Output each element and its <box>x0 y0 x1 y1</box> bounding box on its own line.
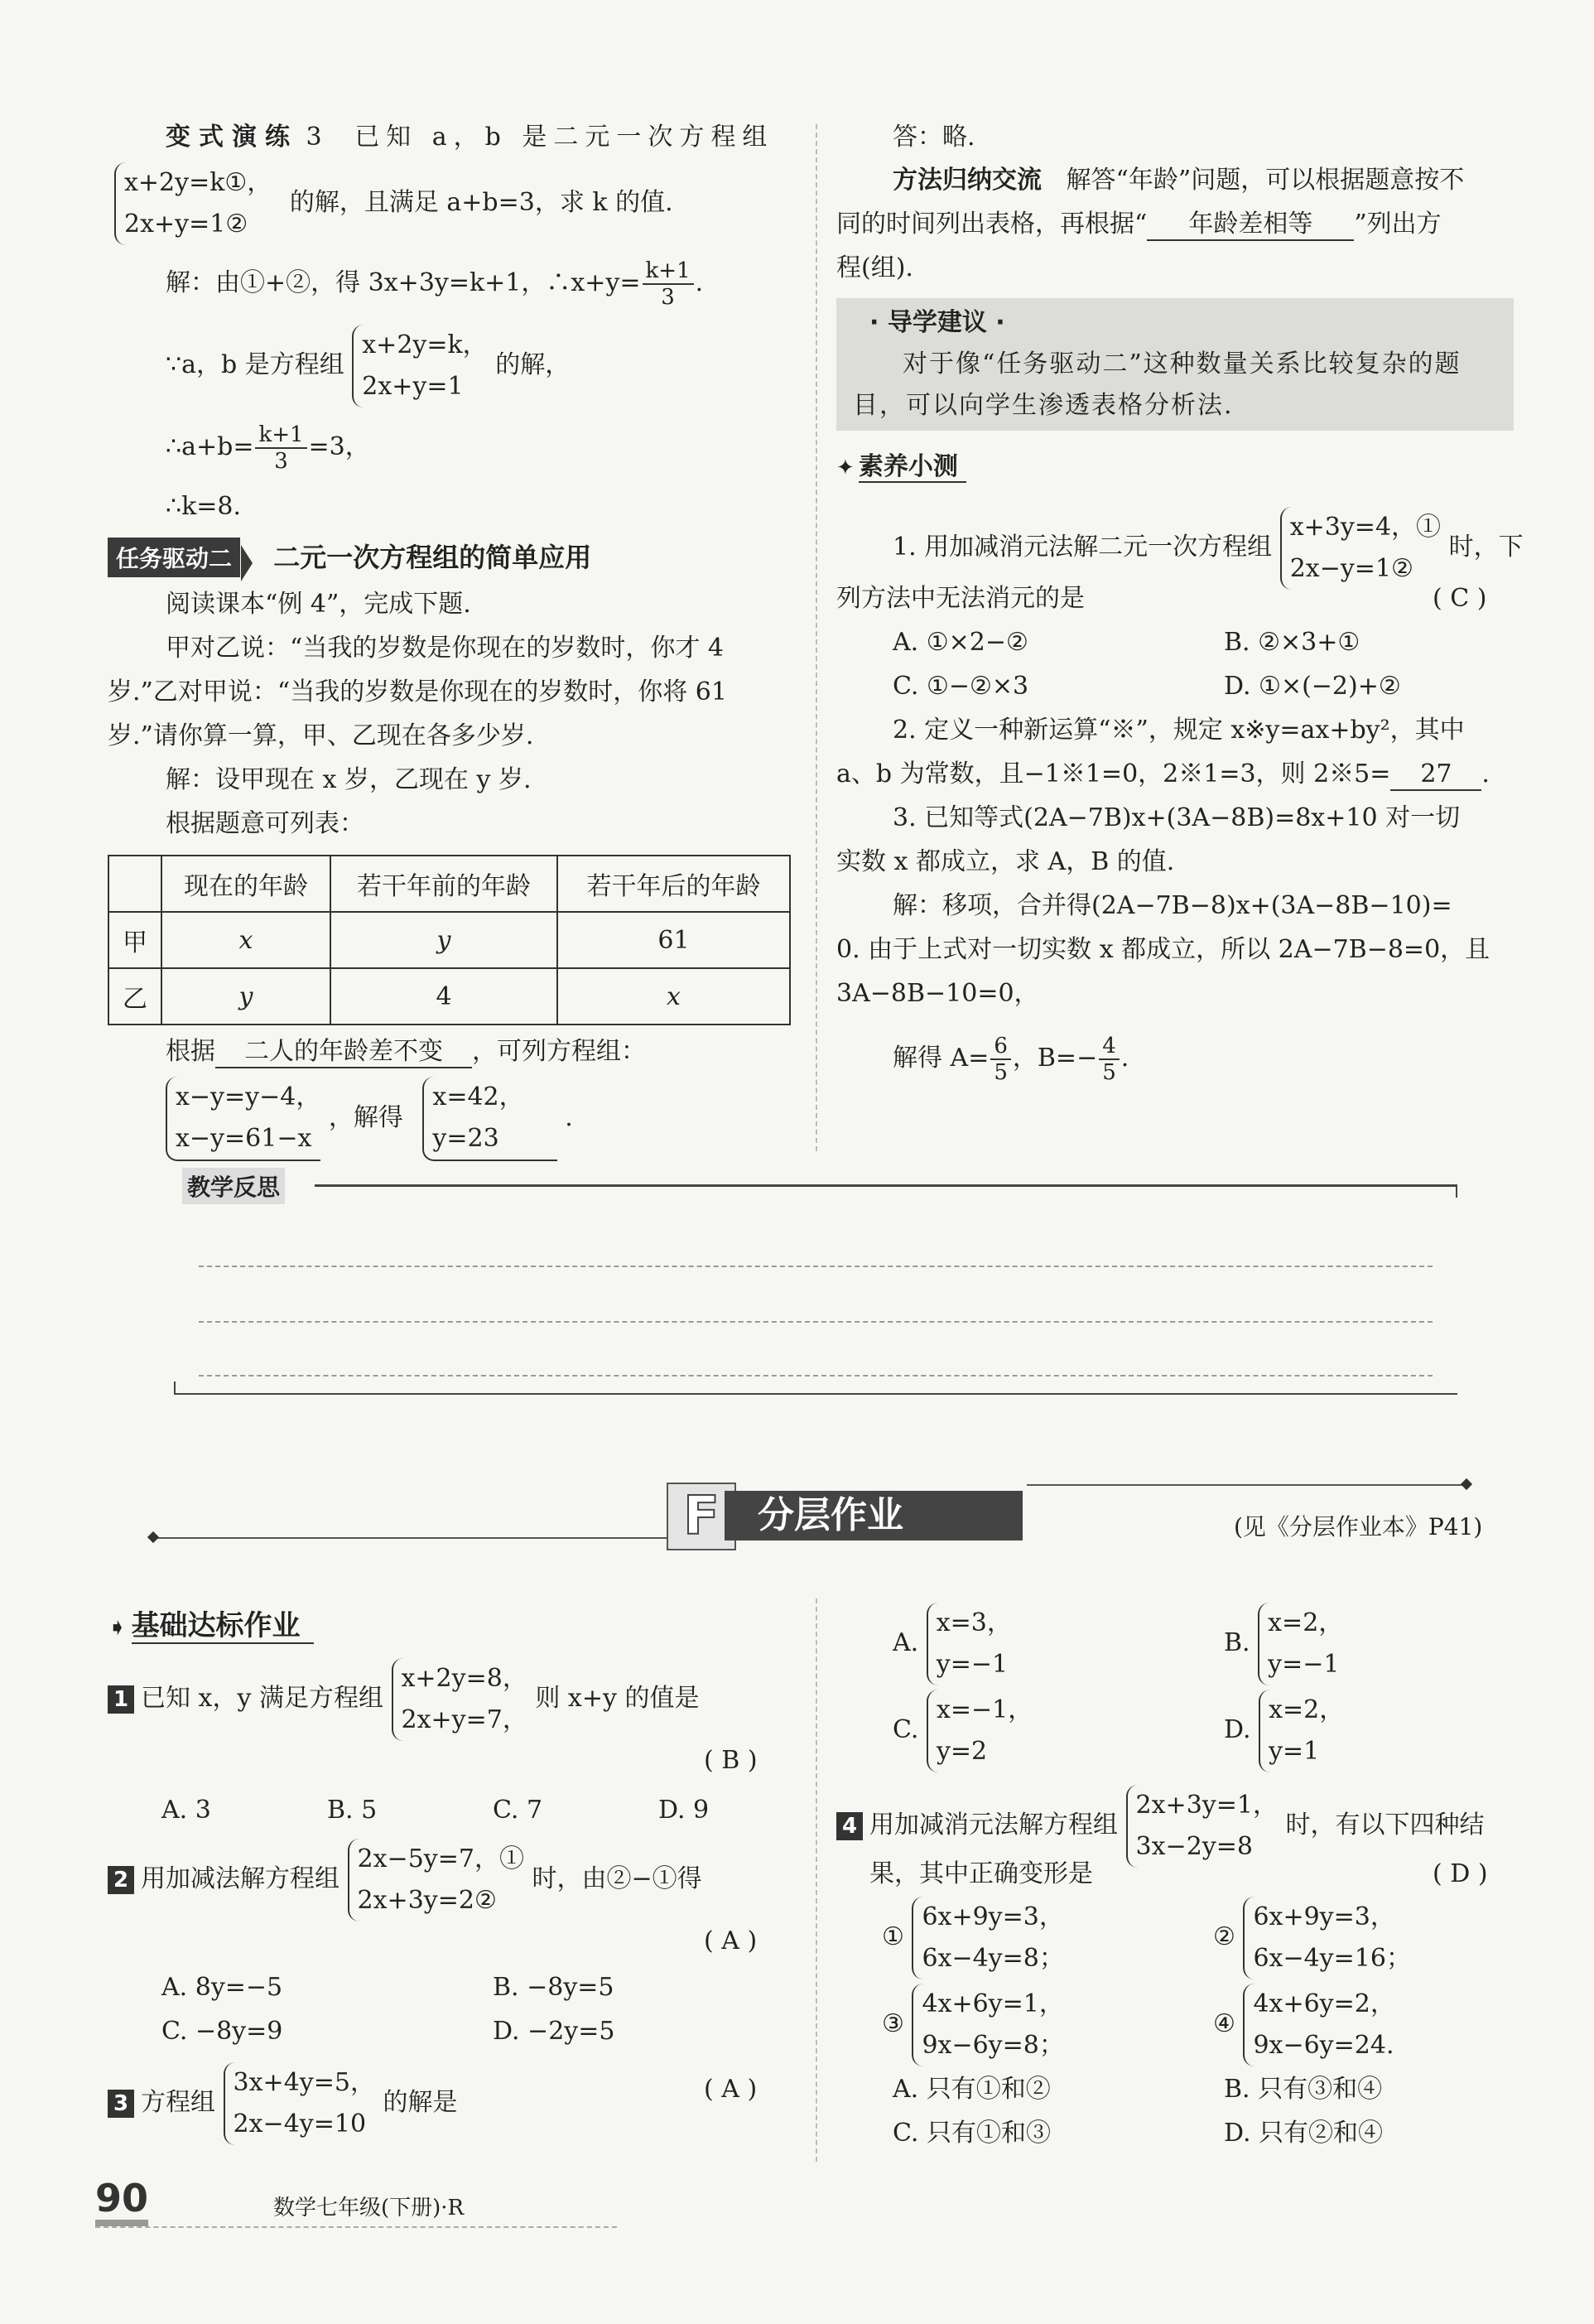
rq2-line1: 2. 定义一种新运算“※”，规定 x※y=ax+by²，其中 <box>893 716 1465 745</box>
table-cell: y <box>161 968 330 1025</box>
bq3-text: 方程组 <box>141 2088 215 2117</box>
answer-blank: 年龄差相等 <box>1147 210 1354 241</box>
bq3-eq2: 2x−4y=10 <box>233 2109 367 2138</box>
reflect-section <box>174 1168 1457 1408</box>
rq1-line2: 列方法中无法消元的是 <box>836 584 1085 613</box>
opt-label: B. <box>1224 1628 1250 1657</box>
bq2-eq2: 2x+3y=2② <box>357 1886 497 1915</box>
layer-dot-left <box>147 1531 159 1543</box>
bq1-opt-b: B. 5 <box>327 1796 378 1825</box>
item-eq1: 6x+9y=3， <box>1253 1902 1395 1931</box>
method-line2 <box>836 210 1442 241</box>
bq1-text: 已知 x，y 满足方程组 <box>141 1684 383 1713</box>
task2-systems <box>166 1077 573 1161</box>
bq4-item-2 <box>1213 1897 1411 1979</box>
bq3-opt-b <box>1224 1603 1343 1685</box>
equation-system-item <box>1243 1897 1411 1979</box>
task2-p2: 甲对乙说：“当我的岁数是你现在的岁数时，你才 4 <box>166 634 724 663</box>
table-row <box>108 968 790 1025</box>
bq4-answer: ( D ) <box>1433 1859 1488 1888</box>
table-cell: x <box>161 912 330 968</box>
bq2-text: 用加减法解方程组 <box>141 1864 340 1893</box>
suyang-header <box>836 446 966 482</box>
reflect-top-line <box>315 1184 1457 1187</box>
answer-omitted: 答：略. <box>893 123 975 152</box>
opt-label: D. <box>1224 1715 1251 1744</box>
bq4-item-3 <box>882 1984 1064 2066</box>
opt-eq1: x=−1， <box>936 1695 1033 1724</box>
equation-system-3 <box>166 1077 320 1161</box>
bianshi-text: 已知 a，b 是二元一次方程组 <box>354 123 774 152</box>
sys1-eq2: 2x+y=1② <box>124 210 248 239</box>
rq1-eq1: x+3y=4，① <box>1289 513 1442 542</box>
task2-p6: 根据题意可列表： <box>166 809 364 838</box>
task2-arrow-icon <box>241 545 253 581</box>
fraction <box>990 1034 1011 1085</box>
task2-p7 <box>166 1037 646 1068</box>
opt-label: C. <box>893 1715 919 1744</box>
fraction <box>255 422 306 474</box>
layer-line-left <box>153 1537 675 1539</box>
opt-eq1: x=3， <box>936 1608 1012 1637</box>
reflect-line <box>199 1375 1433 1377</box>
sol2-end: 的解， <box>495 350 571 379</box>
bq2-eq1: 2x−5y=7，① <box>357 1844 524 1873</box>
opt-eq2: y=−1 <box>1268 1650 1340 1679</box>
task2-label: 任务驱动二 <box>108 538 240 577</box>
table-cell: y <box>330 912 557 968</box>
opt-label: A. <box>893 1628 919 1657</box>
sys2-eq1: x+2y=k， <box>362 330 488 359</box>
sys1-eq1: x+2y=k①， <box>124 168 272 197</box>
layer-title: 分层作业 <box>758 1494 903 1536</box>
bq4 <box>836 1785 1485 1868</box>
equation-system-opt <box>1259 1690 1344 1772</box>
item-eq2: 9x−6y=24. <box>1253 2031 1394 2060</box>
bq1 <box>108 1658 699 1741</box>
table-cell: 61 <box>557 912 790 968</box>
bq4-text-b: 时，有以下四种结 <box>1285 1811 1485 1839</box>
rq3-sol3: 3A−8B−10=0， <box>836 979 1039 1008</box>
frac-den: 5 <box>994 1060 1008 1085</box>
sol1-text: 解：由①+②，得 3x+3y=k+1，∴x+y= <box>166 268 641 297</box>
guide-title: · 导学建议 · <box>869 308 1005 337</box>
frac-num: k+1 <box>643 258 694 285</box>
table-header-cell: 现在的年龄 <box>161 856 330 912</box>
question-number-badge: 1 <box>108 1685 134 1714</box>
sol1-end: . <box>695 268 704 297</box>
rq1-opt-a: A. ①×2−② <box>893 628 1028 657</box>
frac-num: 4 <box>1099 1034 1120 1060</box>
rq3-sol2: 0. 由于上式对一切实数 x 都成立，所以 2A−7B−8=0，且 <box>836 935 1490 964</box>
guide-text2: 目，可以向学生渗透表格分析法. <box>853 391 1234 420</box>
sol2-text: ∵a，b 是方程组 <box>166 350 344 379</box>
bq4-opt-a: A. 只有①和② <box>893 2075 1051 2104</box>
reflect-line <box>199 1266 1433 1267</box>
sys4-eq2: y=23 <box>432 1124 499 1153</box>
layer-line-right <box>1027 1484 1466 1486</box>
frac-num: 6 <box>990 1034 1011 1060</box>
guide-text1: 对于像“任务驱动二”这种数量关系比较复杂的题 <box>903 350 1462 378</box>
rq1-line1 <box>893 507 1524 590</box>
answer-blank: 27 <box>1390 759 1481 791</box>
equation-system-item <box>912 1897 1063 1979</box>
frac-den: 3 <box>661 285 675 310</box>
rq3-sol1: 解：移项，合并得(2A−7B−8)x+(3A−8B−10)= <box>893 891 1452 920</box>
rq1-text-b: 时，下 <box>1448 533 1524 562</box>
opt-eq1: x=2， <box>1269 1695 1345 1724</box>
rq1-opt-d: D. ①×(−2)+② <box>1224 672 1401 701</box>
footer-line <box>95 2226 617 2228</box>
equation-system-item <box>1243 1984 1394 2066</box>
item-label: ① <box>882 1922 904 1951</box>
bq3 <box>108 2062 458 2145</box>
arrow-icon: ➧ <box>108 1613 128 1641</box>
question-number-badge: 3 <box>108 2090 134 2118</box>
footer-book: 数学七年级(下册)·R <box>273 2196 465 2220</box>
column-divider-bottom <box>816 1598 817 2162</box>
bq1-answer: ( B ) <box>704 1746 758 1775</box>
equation-system-4 <box>422 1077 556 1161</box>
table-header-row <box>108 856 790 912</box>
rq3-sol4-mid: ，B=− <box>1012 1044 1098 1073</box>
method-line1 <box>893 166 1464 195</box>
equation-system-opt <box>927 1690 1033 1772</box>
p7-end: ，可列方程组： <box>472 1037 646 1066</box>
rq1-answer: ( C ) <box>1433 584 1487 613</box>
frac-den: 3 <box>274 449 288 474</box>
method-text2b: ”列出方 <box>1354 210 1442 239</box>
layer-ref: (见《分层作业本》P41) <box>1234 1513 1483 1540</box>
rq2-end: . <box>1481 759 1490 788</box>
question-number-badge: 4 <box>836 1812 863 1840</box>
method-line3: 程(组). <box>836 253 913 282</box>
bq2-opt-c: C. −8y=9 <box>161 2017 283 2046</box>
diamond-icon: ✦ <box>836 456 855 480</box>
guide-box <box>836 298 1514 431</box>
basic-header <box>108 1603 314 1643</box>
answer-blank: 二人的年龄差不变 <box>215 1037 472 1068</box>
bq1-eq2: 2x+y=7， <box>401 1705 527 1734</box>
equation-system-bq4 <box>1126 1785 1278 1868</box>
layer-banner <box>667 1483 1031 1547</box>
solution-line1 <box>166 258 703 310</box>
equation-system-1 <box>114 162 272 245</box>
bq4-line2: 果，其中正确变形是 <box>869 1859 1093 1888</box>
bq4-item-1 <box>882 1897 1064 1979</box>
equation-system-2 <box>352 325 487 407</box>
question-number-badge: 2 <box>108 1866 134 1894</box>
sys2-eq2: 2x+y=1 <box>362 372 464 401</box>
task2-title: 二元一次方程组的简单应用 <box>273 542 592 573</box>
reflect-line <box>199 1321 1433 1323</box>
bq4-opt-b: B. 只有③和④ <box>1224 2075 1383 2104</box>
method-label: 方法归纳交流 <box>893 166 1042 195</box>
bq4-eq2: 3x−2y=8 <box>1135 1832 1253 1861</box>
equation-system-bq3 <box>224 2062 375 2145</box>
rq3-end: . <box>1120 1044 1129 1073</box>
reflect-label: 教学反思 <box>182 1168 285 1204</box>
layer-dot-right <box>1461 1478 1472 1490</box>
sol3-end: =3， <box>308 432 370 461</box>
period: . <box>565 1103 573 1132</box>
task2-p4: 岁.”请你算一算，甲、乙现在各多少岁. <box>108 721 534 750</box>
bq3-opt-a <box>893 1603 1012 1685</box>
task2-p1: 阅读课本“例 4”，完成下题. <box>166 590 471 619</box>
bq1-text-b: 则 x+y 的值是 <box>535 1684 700 1713</box>
bq1-opt-d: D. 9 <box>658 1796 710 1825</box>
bq3-text-b: 的解是 <box>383 2088 458 2117</box>
rq1-opt-c: C. ①−②×3 <box>893 672 1029 701</box>
fraction <box>1099 1034 1120 1085</box>
item-eq2: 6x−4y=8； <box>922 1944 1064 1973</box>
method-text2a: 同的时间列出表格，再根据“ <box>836 210 1148 239</box>
item-eq1: 4x+6y=1， <box>922 1989 1064 2018</box>
sys3-eq1: x−y=y−4， <box>176 1082 321 1111</box>
task2-p3: 岁.”乙对甲说：“当我的岁数是你现在的岁数时，你将 61 <box>108 677 727 706</box>
bq2 <box>108 1839 702 1921</box>
reflect-bottom-line <box>174 1393 1457 1395</box>
bq2-opt-b: B. −8y=5 <box>493 1973 614 2002</box>
rq3-sol4 <box>893 1034 1129 1085</box>
reflect-right-tick <box>1456 1184 1457 1198</box>
opt-eq2: y=1 <box>1269 1737 1320 1766</box>
solution-line4: ∴k=8. <box>166 492 242 521</box>
bq1-eq1: x+2y=8， <box>401 1664 527 1693</box>
table-cell: 甲 <box>108 912 161 968</box>
bq2-answer: ( A ) <box>704 1926 758 1955</box>
bq1-opt-a: A. 3 <box>161 1796 211 1825</box>
p7-text: 根据 <box>166 1037 215 1066</box>
item-eq2: 9x−6y=8； <box>922 2031 1064 2060</box>
table-header-cell: 若干年后的年龄 <box>557 856 790 912</box>
item-eq1: 4x+6y=2， <box>1253 1989 1395 2018</box>
rq1-eq2: 2x−y=1② <box>1289 554 1413 583</box>
rq3-line1: 3. 已知等式(2A−7B)x+(3A−8B)=8x+10 对一切 <box>893 803 1461 832</box>
bq3-opt-d <box>1224 1690 1344 1772</box>
sys4-eq1: x=42， <box>432 1082 524 1111</box>
rq2-text: a、b 为常数，且−1※1=0，2※1=3，则 2※5= <box>836 759 1391 788</box>
bianshi-system-line <box>114 162 673 245</box>
bianshi-line1 <box>166 123 773 152</box>
bq4-opt-d: D. 只有②和④ <box>1224 2119 1384 2148</box>
table-cell: 4 <box>330 968 557 1025</box>
table-header-cell: 若干年前的年龄 <box>330 856 557 912</box>
bq2-opt-d: D. −2y=5 <box>493 2017 615 2046</box>
bq4-item-4 <box>1213 1984 1395 2066</box>
method-text1: 解答“年龄”问题，可以根据题意按不 <box>1066 166 1465 195</box>
item-label: ④ <box>1213 2009 1235 2038</box>
frac-den: 5 <box>1102 1060 1116 1085</box>
solution-line2 <box>166 325 570 407</box>
bq2-opt-a: A. 8y=−5 <box>161 1973 283 2002</box>
bq4-eq1: 2x+3y=1， <box>1135 1791 1278 1820</box>
opt-eq2: y=2 <box>936 1737 988 1766</box>
equation-system-bq2 <box>348 1839 524 1921</box>
f-logo-icon: F <box>667 1483 736 1550</box>
opt-eq2: y=−1 <box>936 1650 1009 1679</box>
rq3-line2: 实数 x 都成立，求 A，B 的值. <box>836 847 1175 876</box>
table-cell: x <box>557 968 790 1025</box>
table-cell: 乙 <box>108 968 161 1025</box>
task2-p5: 解：设甲现在 x 岁，乙现在 y 岁. <box>166 765 532 794</box>
jiede-text: ，解得 <box>328 1103 403 1132</box>
bq3-answer: ( A ) <box>704 2075 758 2104</box>
bq1-opt-c: C. 7 <box>493 1796 543 1825</box>
bianshi-text2: 的解，且满足 a+b=3，求 k 的值. <box>289 188 673 217</box>
suyang-title: 素养小测 <box>859 452 966 483</box>
column-divider-top <box>816 124 817 1151</box>
item-label: ③ <box>882 2009 904 2038</box>
sys3-eq2: x−y=61−x <box>176 1124 312 1153</box>
task2-header <box>108 537 591 581</box>
table-row <box>108 912 790 968</box>
rq1-text: 1. 用加减消元法解二元一次方程组 <box>893 533 1273 562</box>
item-eq2: 6x−4y=16； <box>1253 1944 1411 1973</box>
equation-system-opt <box>927 1603 1012 1685</box>
equation-system-bq1 <box>392 1658 527 1741</box>
page-number: 90 <box>95 2177 148 2226</box>
rq1-opt-b: B. ②×3+① <box>1224 628 1360 657</box>
bq4-opt-c: C. 只有①和③ <box>893 2119 1051 2148</box>
item-label: ② <box>1213 1922 1235 1951</box>
basic-title: 基础达标作业 <box>132 1609 314 1644</box>
equation-system-opt <box>1258 1603 1343 1685</box>
age-table <box>108 855 791 1025</box>
bq3-eq1: 3x+4y=5， <box>233 2068 375 2097</box>
fraction <box>643 258 694 310</box>
reflect-left-tick <box>174 1381 176 1393</box>
bianshi-label: 变式演练 <box>166 123 298 152</box>
item-eq1: 6x+9y=3， <box>922 1902 1064 1931</box>
equation-system-item <box>912 1984 1063 2066</box>
bq4-text: 用加减消元法解方程组 <box>869 1811 1118 1839</box>
opt-eq1: x=2， <box>1268 1608 1344 1637</box>
rq2-line2 <box>836 759 1490 791</box>
solution-line3 <box>166 422 370 474</box>
table-header-cell <box>108 856 161 912</box>
bq2-text-b: 时，由②−①得 <box>532 1864 702 1893</box>
sol3-text: ∴a+b= <box>166 432 254 461</box>
bq3-opt-c <box>893 1690 1033 1772</box>
equation-system-rq1 <box>1280 507 1441 590</box>
rq3-sol4-text: 解得 A= <box>893 1044 990 1073</box>
frac-num: k+1 <box>255 422 306 449</box>
bianshi-num: 3 <box>306 123 322 152</box>
